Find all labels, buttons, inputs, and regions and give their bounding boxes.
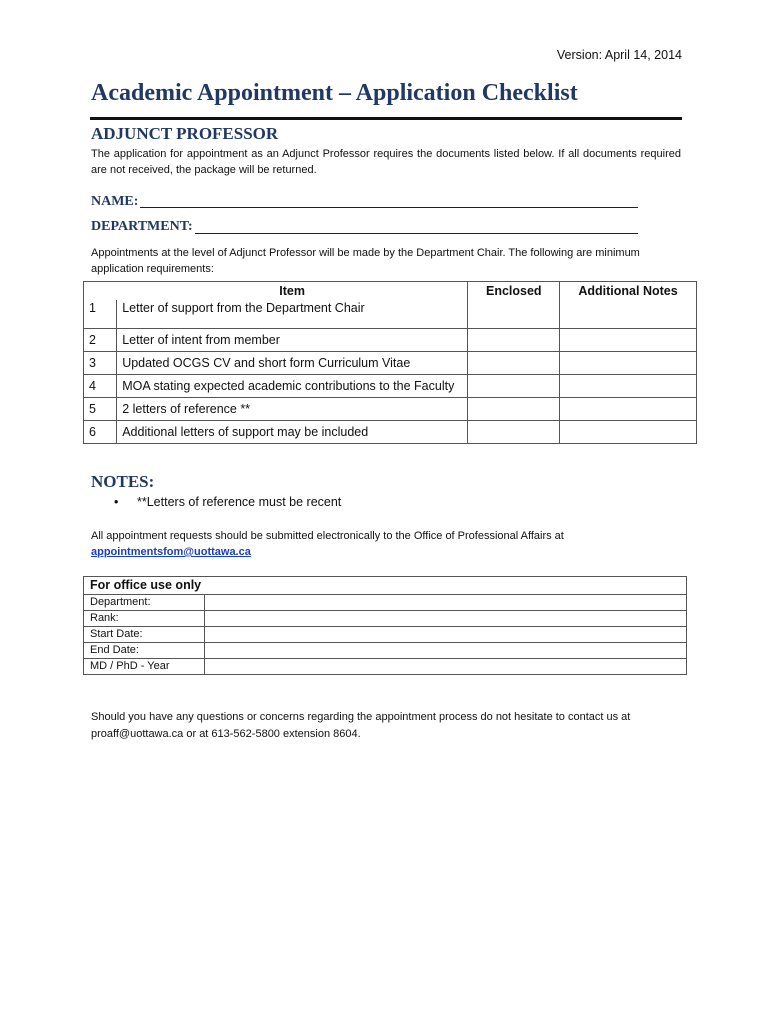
office-row-label: Rank: [84, 611, 205, 627]
office-row-value[interactable] [205, 659, 687, 675]
checklist-header-row [84, 282, 697, 301]
office-row-value[interactable] [205, 643, 687, 659]
section-title: ADJUNCT PROFESSOR [91, 124, 279, 143]
requirements-paragraph: Appointments at the level of Adjunct Professor will be made by the Department Chair. The following are minimum application requirements: [91, 247, 640, 275]
notes-column-header: Additional Notes [560, 282, 697, 301]
notes-cell[interactable] [560, 375, 697, 398]
office-row-value[interactable] [205, 627, 687, 643]
title-divider [90, 117, 682, 120]
enclosed-cell[interactable] [468, 375, 560, 398]
enclosed-cell[interactable] [468, 398, 560, 421]
row-item: Additional letters of support may be included [117, 421, 468, 444]
notes-heading: NOTES: [91, 472, 155, 491]
page-title: Academic Appointment – Application Checklist [91, 80, 578, 106]
table-row [84, 421, 697, 444]
notes-cell[interactable] [560, 352, 697, 375]
row-item: MOA stating expected academic contributions to the Faculty [117, 375, 468, 398]
office-row-end-date [84, 643, 687, 659]
department-label: DEPARTMENT: [91, 219, 193, 234]
closing-paragraph: Should you have any questions or concerns regarding the appointment process do not hesitate to contact us at proaff@uottawa.ca or at 613-562-5800 extension 8604. [91, 711, 631, 740]
office-row-label: Start Date: [84, 627, 205, 643]
row-number: 6 [84, 421, 117, 444]
row-number: 1 [84, 300, 117, 329]
item-column-header: Item [117, 282, 468, 301]
table-row [84, 329, 697, 352]
row-item: Letter of intent from member [117, 329, 468, 352]
note-text: **Letters of reference must be recent [137, 495, 342, 509]
department-field[interactable] [195, 233, 638, 234]
office-row-value[interactable] [205, 595, 687, 611]
notes-cell[interactable] [560, 300, 697, 329]
office-use-heading: For office use only [84, 577, 687, 595]
notes-cell[interactable] [560, 329, 697, 352]
enclosed-cell[interactable] [468, 300, 560, 329]
enclosed-column-header: Enclosed [468, 282, 560, 301]
enclosed-cell[interactable] [468, 329, 560, 352]
table-row [84, 352, 697, 375]
table-row [84, 398, 697, 421]
intro-paragraph: The application for appointment as an Adjunct Professor requires the documents listed below. If all documents required are not received, the package will be returned. [91, 148, 681, 176]
version-date: Version: April 14, 2014 [556, 48, 682, 62]
office-row-degree-year [84, 659, 687, 675]
row-number: 2 [84, 329, 117, 352]
row-item: Letter of support from the Department Chair [117, 300, 468, 329]
office-use-table [83, 576, 687, 675]
office-row-value[interactable] [205, 611, 687, 627]
table-row [84, 375, 697, 398]
office-row-start-date [84, 627, 687, 643]
office-use-header-row [84, 577, 687, 595]
name-label: NAME: [91, 194, 139, 209]
submission-paragraph: All appointment requests should be submitted electronically to the Office of Professional Affairs at [91, 530, 564, 542]
row-number: 5 [84, 398, 117, 421]
office-row-rank [84, 611, 687, 627]
notes-cell[interactable] [560, 421, 697, 444]
office-row-label: End Date: [84, 643, 205, 659]
checklist-table [83, 281, 697, 444]
office-row-department [84, 595, 687, 611]
enclosed-cell[interactable] [468, 352, 560, 375]
office-row-label: Department: [84, 595, 205, 611]
row-item: 2 letters of reference ** [117, 398, 468, 421]
row-item: Updated OCGS CV and short form Curriculum Vitae [117, 352, 468, 375]
table-row [84, 300, 697, 329]
office-row-label: MD / PhD - Year [84, 659, 205, 675]
row-number: 3 [84, 352, 117, 375]
num-column-header [84, 282, 117, 301]
row-number: 4 [84, 375, 117, 398]
bullet-icon: • [114, 495, 119, 509]
enclosed-cell[interactable] [468, 421, 560, 444]
notes-cell[interactable] [560, 398, 697, 421]
submission-email-link[interactable]: appointmentsfom@uottawa.ca [91, 546, 251, 558]
name-field[interactable] [140, 207, 638, 208]
